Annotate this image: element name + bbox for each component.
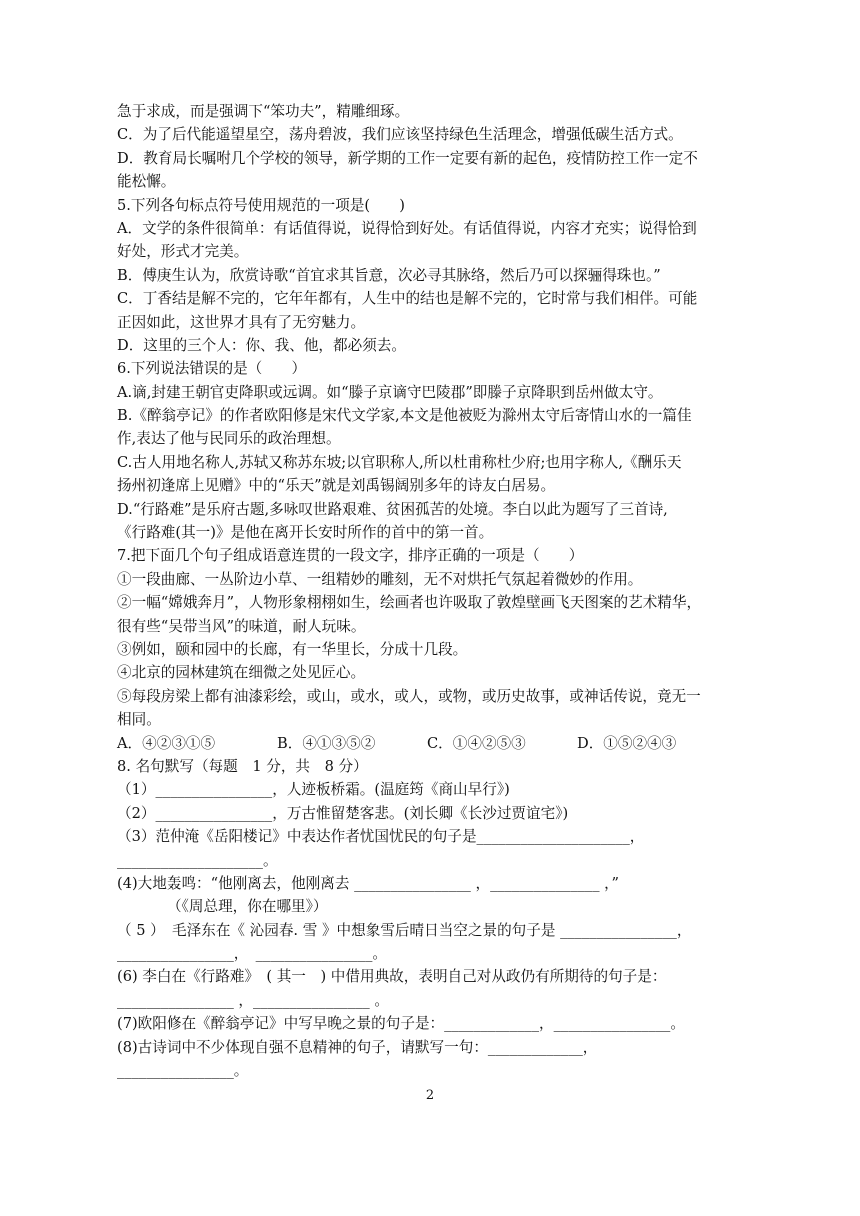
sentence-3: ③例如，颐和园中的长廊，有一华里长，分成十几段。	[117, 640, 468, 658]
q8-item-2: （2）________________，万古惟留楚客悲。(刘长卿《长沙过贾谊宅》)	[117, 804, 569, 822]
text-line: 能松懈。	[117, 173, 176, 191]
option-c: C．丁香结是解不完的，它年年都有，人生中的结也是解不完的，它时常与我们相伴。可能	[117, 290, 698, 308]
q8-item-4-source: （《周总理，你在哪里》）	[167, 898, 328, 916]
text-line: 好处，形式才完美。	[117, 243, 249, 261]
question-7-title: 7.把下面几个句子组成语意连贯的一段文字，排序正确的一项是（ ）	[117, 547, 584, 565]
option-c: C．为了后代能遥望星空，荡舟碧波，我们应该坚持绿色生活理念，增强低碳生活方式。	[117, 126, 683, 144]
text-line: 相同。	[117, 711, 161, 729]
text-line: 《行路难(其一)》是他在离开长安时所作的首中的第一首。	[117, 524, 494, 542]
option-d: D．这里的三个人：你、我、他，都必须去。	[117, 336, 406, 354]
option-a: A．文学的条件很简单：有话值得说，说得恰到好处。有话值得说，内容才充实；说得恰到	[117, 219, 697, 237]
text-line: 作,表达了他与民同乐的政治理想。	[117, 430, 341, 448]
sentence-4: ④北京的园林建筑在细微之处见匠心。	[117, 664, 366, 682]
q8-item-5: （ 5 ） 毛泽东在《 沁园春. 雪 》中想象雪后晴日当空之景的句子是 ________________，	[117, 921, 692, 939]
q8-item-5-cont: ________________， ________________。	[117, 945, 387, 963]
option-b: B．④①③⑤②	[277, 734, 376, 752]
option-d: D.“行路难”是乐府古题,多咏叹世路艰难、贫困孤苦的处境。李白以此为题写了三首诗,	[117, 500, 668, 518]
option-c: C．①④②⑤③	[427, 734, 526, 752]
option-d: D．教育局长嘱咐几个学校的领导，新学期的工作一定要有新的起色，疫情防控工作一定不	[117, 149, 698, 167]
option-b: B.《醉翁亭记》的作者欧阳修是宋代文学家,本文是他被贬为滁州太守后寄情山水的一篇佳	[117, 407, 692, 425]
q8-item-8-cont: ________________。	[117, 1062, 249, 1080]
question-7-options	[117, 732, 739, 755]
question-6-title: 6.下列说法错误的是（ ）	[117, 360, 307, 378]
q8-item-8: (8)古诗词中不少体现自强不息精神的句子，请默写一句：_____________，	[117, 1038, 598, 1056]
q8-item-4: (4)大地轰鸣：“他刚离去，他刚离去 ________________ ，_______________ ，”	[117, 874, 619, 892]
page-number: 2	[425, 1088, 435, 1103]
text-line: 急于求成，而是强调下“笨功夫”，精雕细琢。	[117, 103, 410, 120]
q8-item-6: (6) 李白在《行路难》 ( 其一 ) 中借用典故，表明自己对从政仍有所期待的句子是：	[117, 968, 667, 986]
sentence-5: ⑤每段房梁上都有油漆彩绘，或山，或水，或人，或物，或历史故事，或神话传说，竟无一	[117, 687, 701, 705]
option-a: A.谪,封建王朝官吏降职或远调。如“滕子京谪守巴陵郡”即滕子京降职到岳州做太守。	[117, 383, 663, 401]
text-line: 正因如此，这世界才具有了无穷魅力。	[117, 313, 366, 331]
q8-item-6-cont: ________________ ，________________ 。	[117, 991, 389, 1009]
question-8-title: 8. 名句默写（每题 1 分，共 8 分）	[117, 757, 368, 775]
question-5-title: 5.下列各句标点符号使用规范的一项是( )	[117, 196, 406, 214]
option-b: B．傅庚生认为，欣赏诗歌“首宜求其旨意，次必寻其脉络，然后乃可以探骊得珠也。”	[117, 266, 661, 284]
q8-item-1: （1）________________，人迹板桥霜。(温庭筠《商山早行》)	[117, 781, 510, 799]
option-d: D．①⑤②④③	[577, 734, 677, 752]
text-line: 扬州初逢席上见赠》中的“乐天”就是刘禹锡阔别多年的诗友白居易。	[117, 477, 556, 495]
option-c: C.古人用地名称人,苏轼又称苏东坡;以官职称人,所以杜甫称杜少府;也用字称人,《酬乐天	[117, 453, 682, 471]
q8-item-3: （3）范仲淹《岳阳楼记》中表达作者忧国忧民的句子是_____________________，	[117, 828, 645, 846]
q8-item-3-cont: ____________________。	[117, 851, 278, 869]
sentence-1: ①一段曲廊、一丛阶边小草、一组精妙的雕刻，无不对烘托气氛起着微妙的作用。	[117, 570, 643, 588]
sentence-2: ②一幅“嫦娥奔月”，人物形象栩栩如生，绘画者也许吸取了敦煌壁画飞天图案的艺术精华，	[117, 594, 702, 612]
page-content	[117, 100, 739, 1082]
text-line: 很有些“吴带当风”的味道，耐人玩味。	[117, 617, 366, 635]
option-a: A．④②③①⑤	[117, 734, 216, 752]
q8-item-7: (7)欧阳修在《醉翁亭记》中写早晚之景的句子是：_____________，________________。	[117, 1015, 685, 1033]
